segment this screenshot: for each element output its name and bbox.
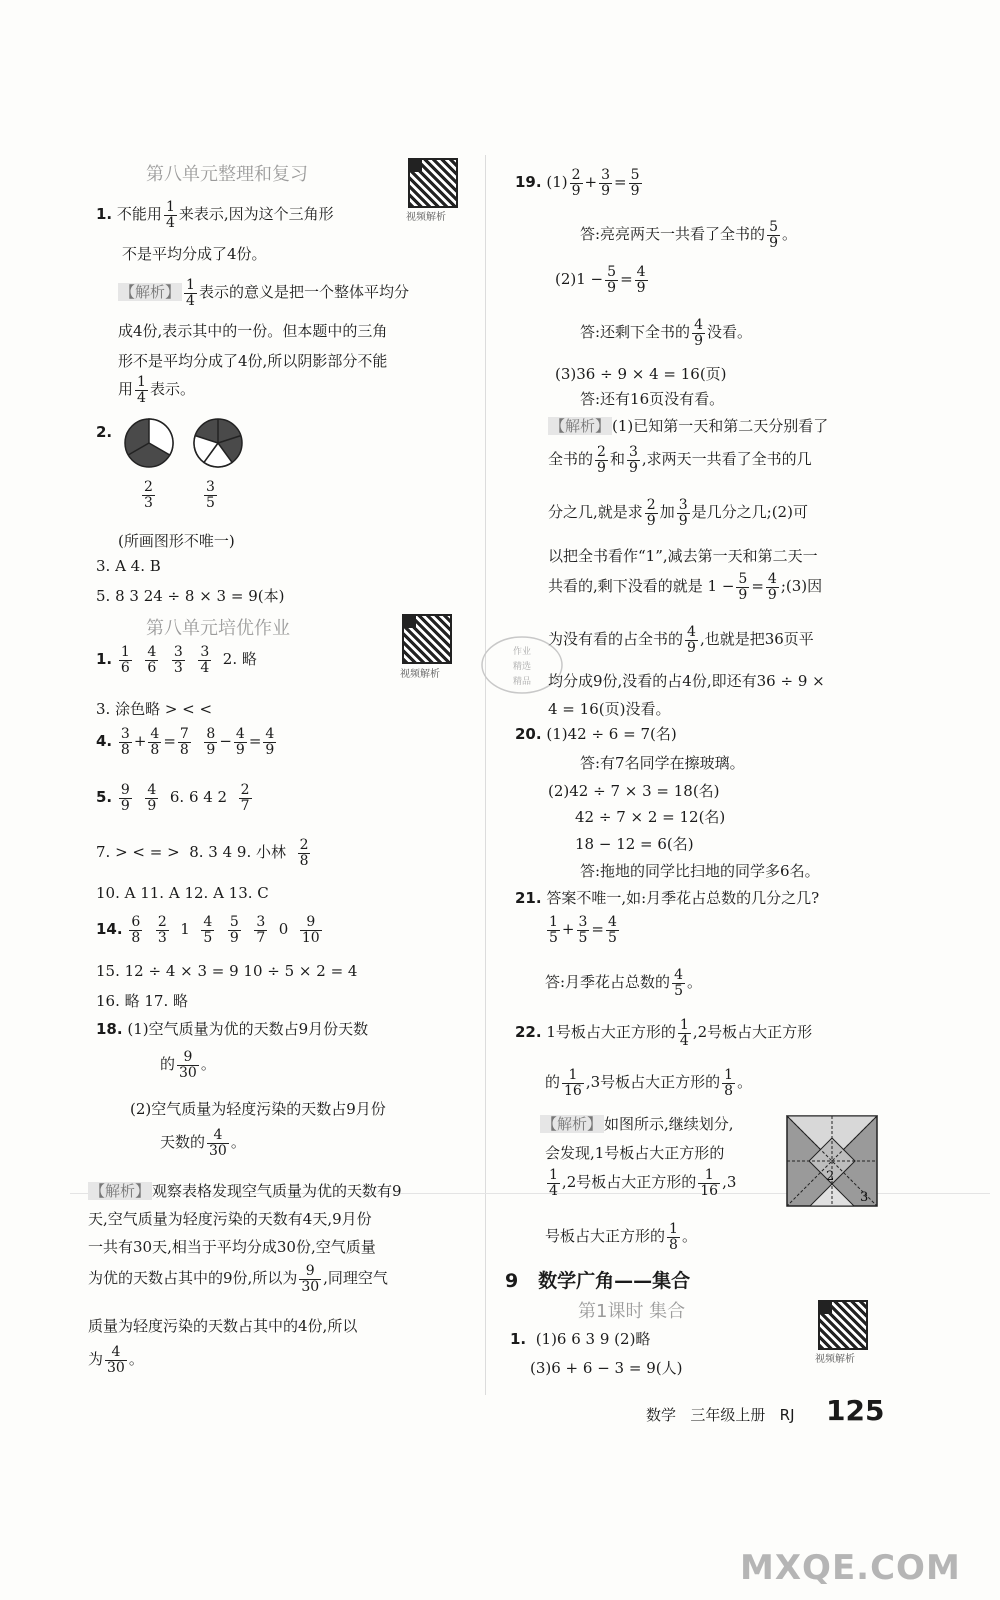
answer-line: (2)1 − $\frac{5}{9}$ = $\frac{4}{9}$: [555, 264, 646, 296]
qr-code-icon: [408, 158, 458, 208]
answer-line: 答:有7名同学在擦玻璃。: [580, 754, 745, 772]
text-line: 均分成9份,没看的占4份,即还有36 ÷ 9 ×: [548, 672, 825, 690]
answer-line: 的 $\frac{9}{30}$ 。: [160, 1049, 216, 1081]
explanation: [118, 278, 409, 308]
svg-text:精选: 精选: [512, 662, 532, 672]
text-line: 成4份,表示其中的一份。但本题中的三角: [118, 322, 388, 340]
footer-subject: 数学: [646, 1406, 677, 1424]
text-line: 为优的天数占其中的9份,所以为 $\frac{9}{30}$ ,同理空气: [88, 1263, 388, 1295]
answer-fraction: $\frac{3}{5}$: [206, 479, 215, 511]
lesson-title: 第1课时 集合: [578, 1301, 686, 1322]
text-line: 号板占大正方形的 $\frac{1}{8}$ 。: [545, 1221, 697, 1253]
answer-line: 答:还剩下全书的 $\frac{4}{9}$ 没看。: [580, 317, 752, 349]
answer-line: 天数的 $\frac{4}{30}$ 。: [160, 1127, 246, 1159]
answer-line: (3)6 + 6 − 3 = 9(人): [530, 1359, 683, 1377]
question-21: 21. 答案不唯一,如:月季花占总数的几分之几?: [515, 889, 820, 907]
answer-line: 3. 涂色略 > < <: [96, 700, 213, 718]
page-footer: [646, 1404, 795, 1425]
answer-line: 的 $\frac{1}{16}$ ,3号板占大正方形的 $\frac{1}{8}$ 。: [545, 1067, 753, 1099]
svg-text:精品: 精品: [512, 677, 532, 687]
answer-line: 答:月季花占总数的 $\frac{4}{5}$ 。: [545, 967, 702, 999]
footer-grade: 三年级上册: [690, 1406, 766, 1424]
answer-line: (2)42 ÷ 7 × 3 = 18(名): [548, 782, 720, 800]
answer-line: 3. A 4. B: [96, 557, 161, 575]
text-line: 一共有30天,相当于平均分成30份,空气质量: [88, 1238, 376, 1256]
answer-line: 10. A 11. A 12. A 13. C: [96, 884, 269, 902]
text: 表示。: [149, 380, 195, 399]
text: 用: [118, 380, 134, 399]
text: 7. > < = >: [96, 843, 180, 862]
chapter-heading: 9 数学广角——集合: [505, 1270, 691, 1292]
text-line: 为没有看的占全书的 $\frac{4}{9}$ ,也就是把36页平: [548, 624, 814, 656]
text: 来表示,因为这个三角形: [178, 205, 334, 224]
pie-figures: [122, 416, 252, 476]
watermark-text: MXQE.COM: [740, 1548, 961, 1588]
tangram-square: [786, 1115, 878, 1207]
answer-line: 1. $\frac{1}{6}$ $\frac{4}{6}$ $\frac{3}{3}$ $\frac{3}{4}$ 2. 略: [96, 644, 257, 676]
question-19: 19. (1) $\frac{2}{9}$ + $\frac{3}{9}$ = $\frac{5}{9}$: [515, 167, 640, 199]
text-line: 天,空气质量为轻度污染的天数有4天,9月份: [88, 1210, 372, 1228]
text: 2. 略: [222, 650, 257, 669]
qr-code-icon: [402, 614, 452, 664]
text-line: 分之几,就是求 $\frac{2}{9}$ 加 $\frac{3}{9}$ 是几分之几;(2)可: [548, 497, 808, 529]
answer-line: 18 − 12 = 6(名): [575, 835, 694, 853]
fraction: $\frac{1}{4}$: [137, 374, 146, 406]
text: (1)空气质量为优的天数占9月份天数: [127, 1020, 369, 1038]
explanation: 【解析】 (1)已知第一天和第二天分别看了: [550, 417, 829, 435]
answer-line: 答:拖地的同学比扫地的同学多6名。: [580, 862, 820, 880]
answer-fraction: $\frac{2}{3}$: [144, 479, 153, 511]
text-line: 全书的 $\frac{2}{9}$ 和 $\frac{3}{9}$ ,求两天一共看了全书的几: [548, 444, 812, 476]
qr-caption: 视频解析: [815, 1354, 855, 1365]
question-20: 20. (1)42 ÷ 6 = 7(名): [515, 725, 677, 743]
answer-line: 18. (1)空气质量为优的天数占9月份天数: [96, 1020, 369, 1038]
answer-line: (2)空气质量为轻度污染的天数占9月份: [130, 1100, 386, 1118]
text-line: 为 $\frac{4}{30}$ 。: [88, 1344, 144, 1376]
tangram-label-2: 2: [826, 1169, 835, 1184]
answer-line: 5. $\frac{9}{9}$ $\frac{4}{9}$ 6. 6 4 2 $\frac{2}{7}$: [96, 782, 250, 814]
answer-line: 42 ÷ 7 × 2 = 12(名): [575, 808, 726, 826]
explanation: 【解析】 如图所示,继续划分,: [542, 1115, 734, 1133]
text-line: 形不是平均分成了4份,所以阴影部分不能: [118, 352, 388, 370]
explanation: [88, 1180, 402, 1201]
qr-caption: 视频解析: [406, 212, 446, 223]
text-line: 以把全书看作“1”,减去第一天和第二天一: [548, 547, 818, 565]
text: 不能用: [116, 205, 162, 224]
answer-line: $\frac{1}{5}$ + $\frac{3}{5}$ = $\frac{4}{5}$: [549, 914, 617, 946]
answer-line: 16. 略 17. 略: [96, 992, 189, 1010]
answer-line: 4. $\frac{3}{8}$ + $\frac{4}{8}$ = $\frac{7}{8}$ $\frac{8}{9}$ − $\frac{4}{9}$ = $\frac{4}{9}$: [96, 726, 275, 758]
answer-line: 15. 12 ÷ 4 × 3 = 9 10 ÷ 5 × 2 = 4: [96, 962, 358, 980]
question-number: 2.: [96, 423, 113, 441]
text-line: 质量为轻度污染的天数占其中的4份,所以: [88, 1317, 358, 1335]
section-title: 第八单元培优作业: [146, 618, 290, 639]
pie-two-thirds: [125, 419, 173, 467]
fraction: $\frac{1}{4}$: [186, 277, 195, 309]
qr-code-icon: [818, 1300, 868, 1350]
page-number: 125: [826, 1394, 885, 1427]
answer-line: 1. (1)6 6 3 9 (2)略: [510, 1330, 651, 1348]
svg-text:作业: 作业: [512, 647, 532, 657]
answer-line: 答:亮亮两天一共看了全书的 $\frac{5}{9}$ 。: [580, 219, 797, 251]
text-line: 会发现,1号板占大正方形的: [545, 1144, 725, 1162]
text-line: 共看的,剩下没看的就是 1 − $\frac{5}{9}$ = $\frac{4}{9}$ ;(3)因: [548, 571, 823, 603]
text: 8. 3 4 9. 小林: [189, 843, 287, 862]
question-1: [96, 200, 334, 230]
text-line: 4 = 16(页)没看。: [548, 700, 671, 718]
question-number: 1.: [96, 650, 113, 669]
question-22: 22. 1号板占大正方形的 $\frac{1}{4}$ ,2号板占大正方形: [515, 1017, 813, 1049]
text-line: $\frac{1}{4}$ ,2号板占大正方形的 $\frac{1}{16}$ ,3: [549, 1167, 737, 1199]
answer-line: 7. > < = > 8. 3 4 9. 小林 $\frac{2}{8}$: [96, 837, 309, 869]
answer-line: 答:还有16页没有看。: [580, 390, 725, 408]
text-line: [118, 375, 195, 405]
text: 表示的意义是把一个整体平均分: [198, 283, 409, 302]
column-divider: [485, 155, 486, 1395]
footer-edition: RJ: [779, 1406, 795, 1424]
question-number: 1.: [96, 205, 113, 224]
explanation-tag: 【解析】: [120, 283, 181, 302]
section-title: 第八单元整理和复习: [146, 164, 308, 185]
explanation-tag: 【解析】: [90, 1182, 151, 1200]
text: 观察表格发现空气质量为优的天数有9: [152, 1182, 402, 1200]
pie-three-fifths: [194, 419, 242, 467]
answer-line: 5. 8 3 24 ÷ 8 × 3 = 9(本): [96, 587, 285, 605]
text: 6. 6 4 2: [169, 788, 228, 807]
fraction: $\frac{1}{4}$: [165, 199, 175, 231]
answer-line: (3)36 ÷ 9 × 4 = 16(页): [555, 365, 727, 383]
tangram-label-3: 3: [860, 1190, 869, 1205]
qr-caption: 视频解析: [400, 669, 440, 680]
text-line: 不是平均分成了4份。: [122, 245, 267, 263]
note: (所画图形不唯一): [118, 532, 235, 550]
answer-line: 14. $\frac{6}{8}$ $\frac{2}{3}$ 1 $\frac{4}{5}$ $\frac{5}{9}$ $\frac{3}{7}$ 0 $\frac{9}{10}$: [96, 914, 320, 946]
